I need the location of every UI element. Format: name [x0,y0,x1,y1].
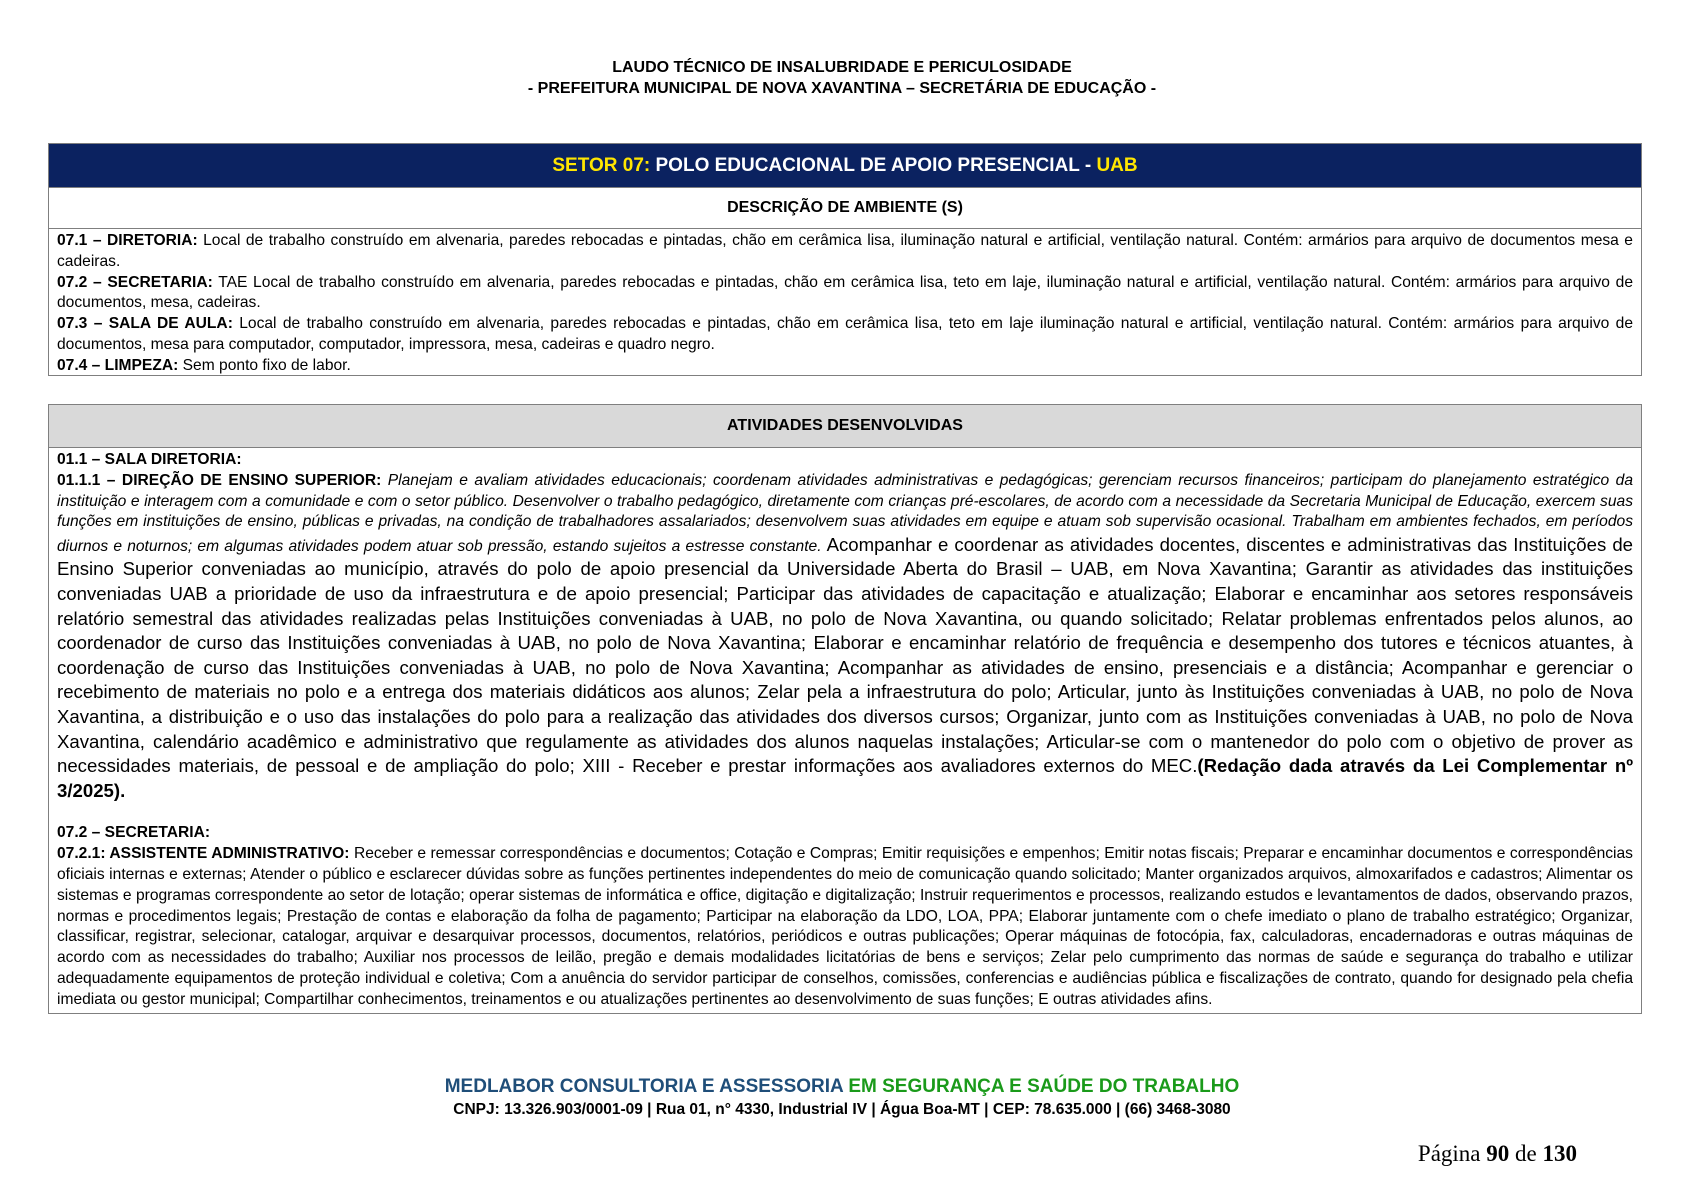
description-item-label: 07.2 – SECRETARIA: [57,273,213,291]
footer-company-name: MEDLABOR CONSULTORIA E ASSESSORIA [444,1076,844,1097]
section-title-secretaria [57,823,1633,844]
sector-name: POLO EDUCACIONAL DE APOIO PRESENCIAL - [650,155,1097,176]
description-box [48,143,1642,376]
section-title-text: 01.1 – SALA DIRETORIA: [57,451,242,468]
description-item-label: 07.1 – DIRETORIA: [57,232,198,249]
description-item [57,231,1633,273]
page-total: 130 [1542,1141,1577,1166]
description-heading: DESCRIÇÃO DE AMBIENTE (S) [49,187,1641,229]
description-item-label: 07.4 – LIMPEZA: [57,356,179,374]
description-item-label: 07.3 – SALA DE AULA: [57,315,233,333]
diretoria-legal-reference: (Redação dada através da Lei Complementar nº 3/2025). [57,755,1633,801]
activities-box [48,404,1642,1014]
section-title-diretoria [57,450,1633,471]
diretoria-duties-text: Acompanhar e coordenar as atividades docentes, discentes e administrativas das Instituições de Ensino Superior conveniadas ao município, através do polo de apoio presencial da Universidade Aberta do Brasil – UAB, em Nova Xavantina; Garantir as atividades das instituições conveniadas UAB a prioridade de uso da infraestrutura e de apoio presencial; Participar das atividades de capacitação e atualização; Elaborar e encaminhar aos setores responsáveis relatório semestral das atividades realizadas pelas Instituições conveniadas à UAB, no polo de Nova Xavantina, ou quando solicitado; Relatar problemas enfrentados pelos alunos, ao coordenador de curso das Instituições conveniadas à UAB, no polo de Nova Xavantina; Elaborar e encaminhar relatório de frequência e desempenho dos tutores e técnicos atuantes, à coordenação de curso das Instituições conveniadas à UAB, no polo de Nova Xavantina; Acompanhar as atividades de ensino, presenciais e a distância; Acompanhar e gerenciar o recebimento de materiais no polo e a entrega dos materiais didáticos aos alunos; Zelar pela a infraestrutura do polo; Articular, junto às Instituições conveniadas à UAB, no polo de Nova Xavantina, a distribuição e o uso das instalações do polo para a realização das atividades dos diversos cursos; Organizar, junto com as Instituições conveniadas à UAB, no polo de Nova Xavantina, calendário acadêmico e administrativo que regulamente as atividades dos alunos naquelas instalações; Articular-se com o mantenedor do polo com o objetivo de prover as necessidades materiais, de pessoal e de ampliação do polo; XIII - Receber e prestar informações aos avaliadores externos do MEC. [57,533,1633,777]
description-item [57,273,1633,315]
page-number [1418,1141,1577,1167]
footer-company [0,1076,1684,1098]
activities-body [49,448,1641,1010]
footer-address: CNPJ: 13.326.903/0001-09 | Rua 01, n° 4330, Industrial IV | Água Boa-MT | CEP: 78.635.000 | (66) 3468-3080 [453,1101,1231,1118]
description-item-text: Local de trabalho construído em alvenaria, paredes rebocadas e pintadas, chão em cerâmica lisa, teto em laje iluminação natural e artificial, ventilação natural. Contém: armários para arquivo de documentos, mesa para computador, computador, impressora, mesa, cadeiras e quadro negro. [57,315,1633,353]
sector-title-bar [49,144,1641,187]
description-item-text: Local de trabalho construído em alvenaria, paredes rebocadas e pintadas, chão em cerâmica lisa, iluminação natural e artificial, ventilação natural. Contém: armários para arquivo de documentos mesa e cadeiras. [57,232,1633,270]
diretoria-italic-text: Planejam e avaliam atividades educacionais; coordenam atividades administrativas e pedagógicas; gerenciam recursos financeiros; participam do planejamento estratégico da instituição e interagem com a comunidade e com o setor público. Desenvolver o trabalho pedagógico, diretamente com crianças pré-escolares, de acordo com a necessidade da Secretaria Municipal de Educação, exercem suas funções em instituições de ensino, públicas e privadas, na condição de trabalhadores assalariados; desenvolvem suas atividades em equipe e atuam sob supervisão ocasional. Trabalham em ambientes fechados, em períodos diurnos e noturnos; em algumas atividades podem atuar sob pressão, estando sujeitos a estresse constante. [57,471,1633,555]
page-word: Página [1417,1141,1487,1166]
description-item-text: Sem ponto fixo de labor. [178,356,351,374]
document-header [0,57,1684,99]
diretoria-paragraph [57,471,1633,804]
secretaria-paragraph [57,844,1633,1010]
header-title: LAUDO TÉCNICO DE INSALUBRIDADE E PERICULOSIDADE [612,59,1072,76]
footer-company-tagline: EM SEGURANÇA E SAÚDE DO TRABALHO [843,1076,1240,1097]
spacer [57,803,1633,823]
section-title-text: 07.2 – SECRETARIA: [57,824,211,842]
page-of: de [1509,1141,1543,1166]
diretoria-role-label: 01.1.1 – DIREÇÃO DE ENSINO SUPERIOR: [57,471,382,489]
description-item-text: TAE Local de trabalho construído em alvenaria, paredes rebocadas e pintadas, chão em cerâmica lisa, teto em laje, iluminação natural e artificial, ventilação natural. Contém: armários para arquivo de documentos, mesa, cadeiras. [57,273,1634,312]
secretaria-duties-text: Receber e remessar correspondências e documentos; Cotação e Compras; Emitir requisições e empenhos; Emitir notas fiscais; Preparar e encaminhar documentos e correspondências oficiais internas e externas; Atender o público e esclarecer dúvidas sobre as funções pertinentes independentes do meio de comunicação quando solicitado; Manter organizados arquivos, almoxarifados e cadastros; Alimentar os sistemas e programas correspondente ao setor de lotação; operar sistemas de informática e office, digitação e digitalização; Instruir requerimentos e processos, realizando estudos e levantamentos de dados, observando prazos, normas e procedimentos legais; Prestação de contas e elaboração da folha de pagamento; Participar na elaboração da LDO, LOA, PPA; Elaborar juntamente com o chefe imediato o plano de trabalho estratégico; Organizar, classificar, registrar, selecionar, catalogar, arquivar e desarquivar processos, documentos, relatórios, periódicos e outras publicações; Operar máquinas de fotocópia, fax, calculadoras, encadernadoras e outras máquinas de acordo com as necessidades do trabalho; Auxiliar nos processos de leilão, pregão e demais modalidades licitatórias de bens e serviços; Zelar pelo cumprimento das normas de saúde e segurança do trabalho e utilizar adequadamente equipamentos de proteção individual e coletiva; Com a anuência do servidor participar de conselhos, comissões, conferencias e audiências pública e fiscalizações de contrato, quando for designado pela chefia imediata ou gestor municipal; Compartilhar conhecimentos, treinamentos e ou atualizações pertinentes ao desenvolvimento de suas funções; E outras atividades afins. [57,845,1633,1008]
secretaria-role-label: 07.2.1: ASSISTENTE ADMINISTRATIVO: [57,845,350,863]
page-current: 90 [1486,1141,1510,1166]
description-item [57,314,1633,356]
activities-heading: ATIVIDADES DESENVOLVIDAS [49,405,1641,448]
description-item [57,356,1633,377]
description-body [49,229,1641,377]
sector-suffix: UAB [1096,155,1138,176]
header-subtitle: - PREFEITURA MUNICIPAL DE NOVA XAVANTINA – SECRETÁRIA DE EDUCAÇÃO - [527,80,1157,97]
sector-prefix: SETOR 07: [552,155,651,176]
